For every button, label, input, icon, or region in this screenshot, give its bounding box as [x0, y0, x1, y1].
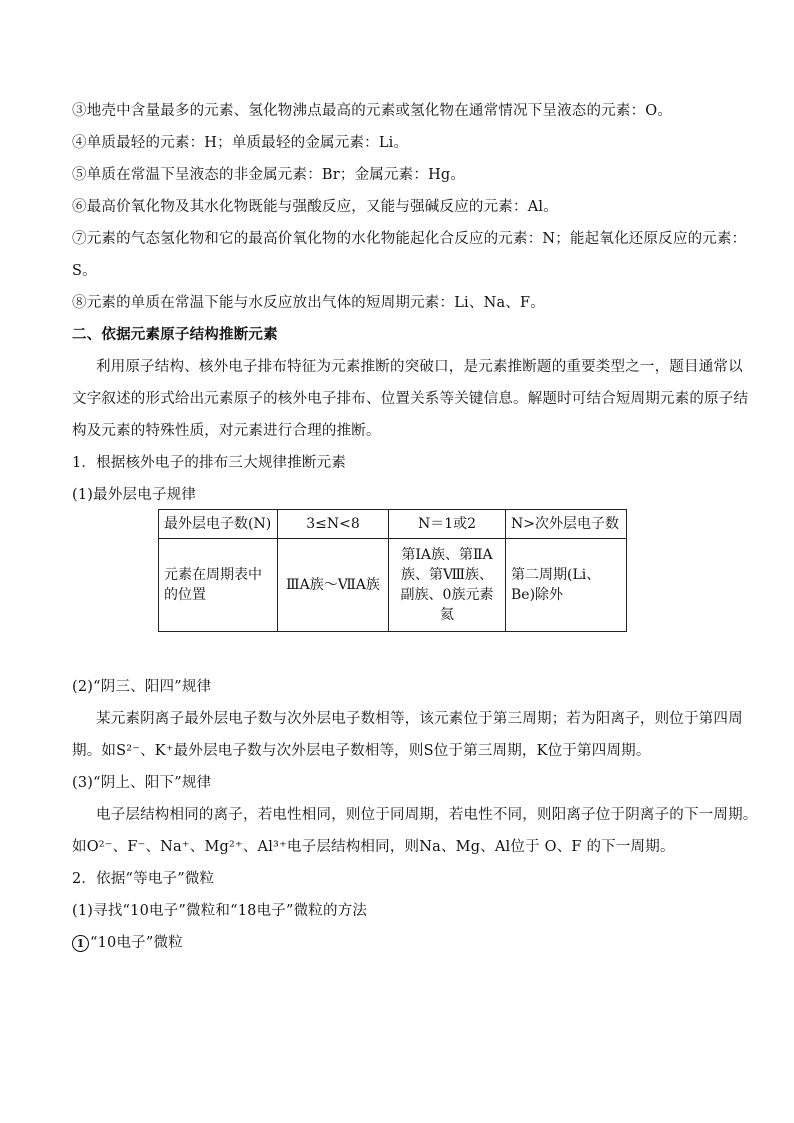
rule3-text-line2: 如O²⁻、F⁻、Na⁺、Mg²⁺、Al³⁺电子层结构相同，则Na、Mg、Al位于 O、F 的下一周期。: [72, 839, 675, 855]
text-line-item7: ⑦元素的气态氢化物和它的最高价氧化物的水化物能起化合反应的元素：N；能起氧化还原反应的元素：: [72, 231, 747, 247]
rule1-heading: (1)最外层电子规律: [72, 487, 197, 503]
rule3-heading: (3)“阴上、阳下”规律: [72, 775, 212, 791]
rule2-text-line2: 期。如S²⁻、K⁺最外层电子数与次外层电子数相等，则S位于第三周期，K位于第四周期。: [72, 743, 651, 759]
intro-paragraph-line1: 利用原子结构、核外电子排布特征为元素推断的突破口，是元素推断题的重要类型之一，题目通常以: [96, 359, 743, 375]
method-heading: (1)寻找“10电子”微粒和“18电子”微粒的方法: [72, 903, 368, 919]
table-cell: N＝1或2: [389, 510, 506, 539]
table-row: [159, 539, 627, 632]
text-line-item7-cont: S。: [72, 263, 97, 279]
rule3-text-line1: 电子层结构相同的离子，若电性相同，则位于同周期，若电性不同，则阳离子位于阴离子的下一周期。: [96, 807, 758, 823]
section-heading: 二、依据元素原子结构推断元素: [72, 326, 278, 343]
rule2-heading: (2)“阴三、阳四”规律: [72, 679, 212, 695]
text-line-item8: ⑧元素的单质在常温下能与水反应放出气体的短周期元素：Li、Na、F。: [72, 295, 545, 311]
outer-electron-rule-table: [158, 509, 627, 632]
table-cell: N>次外层电子数: [506, 510, 627, 539]
text-line-item5: ⑤单质在常温下呈液态的非金属元素：Br；金属元素：Hg。: [72, 167, 466, 183]
table-cell: 第二周期(Li、Be)除外: [506, 539, 627, 632]
text-line-item6: ⑥最高价氧化物及其水化物既能与强酸反应，又能与强碱反应的元素：Al。: [72, 199, 558, 215]
text-line-item3: ③地壳中含量最多的元素、氢化物沸点最高的元素或氢化物在通常情况下呈液态的元素：O。: [72, 103, 673, 119]
rule2-text-line1: 某元素阴离子最外层电子数与次外层电子数相等，该元素位于第三周期；若为阳离子，则位于第四周: [96, 711, 743, 727]
table-cell: 3≤N<8: [278, 510, 389, 539]
item1-line: [72, 933, 734, 953]
item1-label: “10电子”微粒: [90, 935, 183, 951]
table-cell: 最外层电子数(N): [159, 510, 278, 539]
subheading-2: 2．依据“等电子”微粒: [72, 871, 215, 887]
circled-number-icon: 1: [72, 935, 89, 952]
text-line-item4: ④单质最轻的元素：H；单质最轻的金属元素：Li。: [72, 135, 409, 151]
subheading-1: 1．根据核外电子的排布三大规律推断元素: [72, 455, 347, 471]
table-cell: 第ⅠA族、第ⅡA族、第Ⅷ族、副族、0族元素氦: [389, 539, 506, 632]
table-cell: ⅢA族～ⅦA族: [278, 539, 389, 632]
table-row: [159, 510, 627, 539]
intro-paragraph-line3: 构及元素的特殊性质，对元素进行合理的推断。: [72, 423, 381, 439]
intro-paragraph-line2: 文字叙述的形式给出元素原子的核外电子排布、位置关系等关键信息。解题时可结合短周期元素的原子结: [72, 391, 749, 407]
table-cell: 元素在周期表中的位置: [159, 539, 278, 632]
